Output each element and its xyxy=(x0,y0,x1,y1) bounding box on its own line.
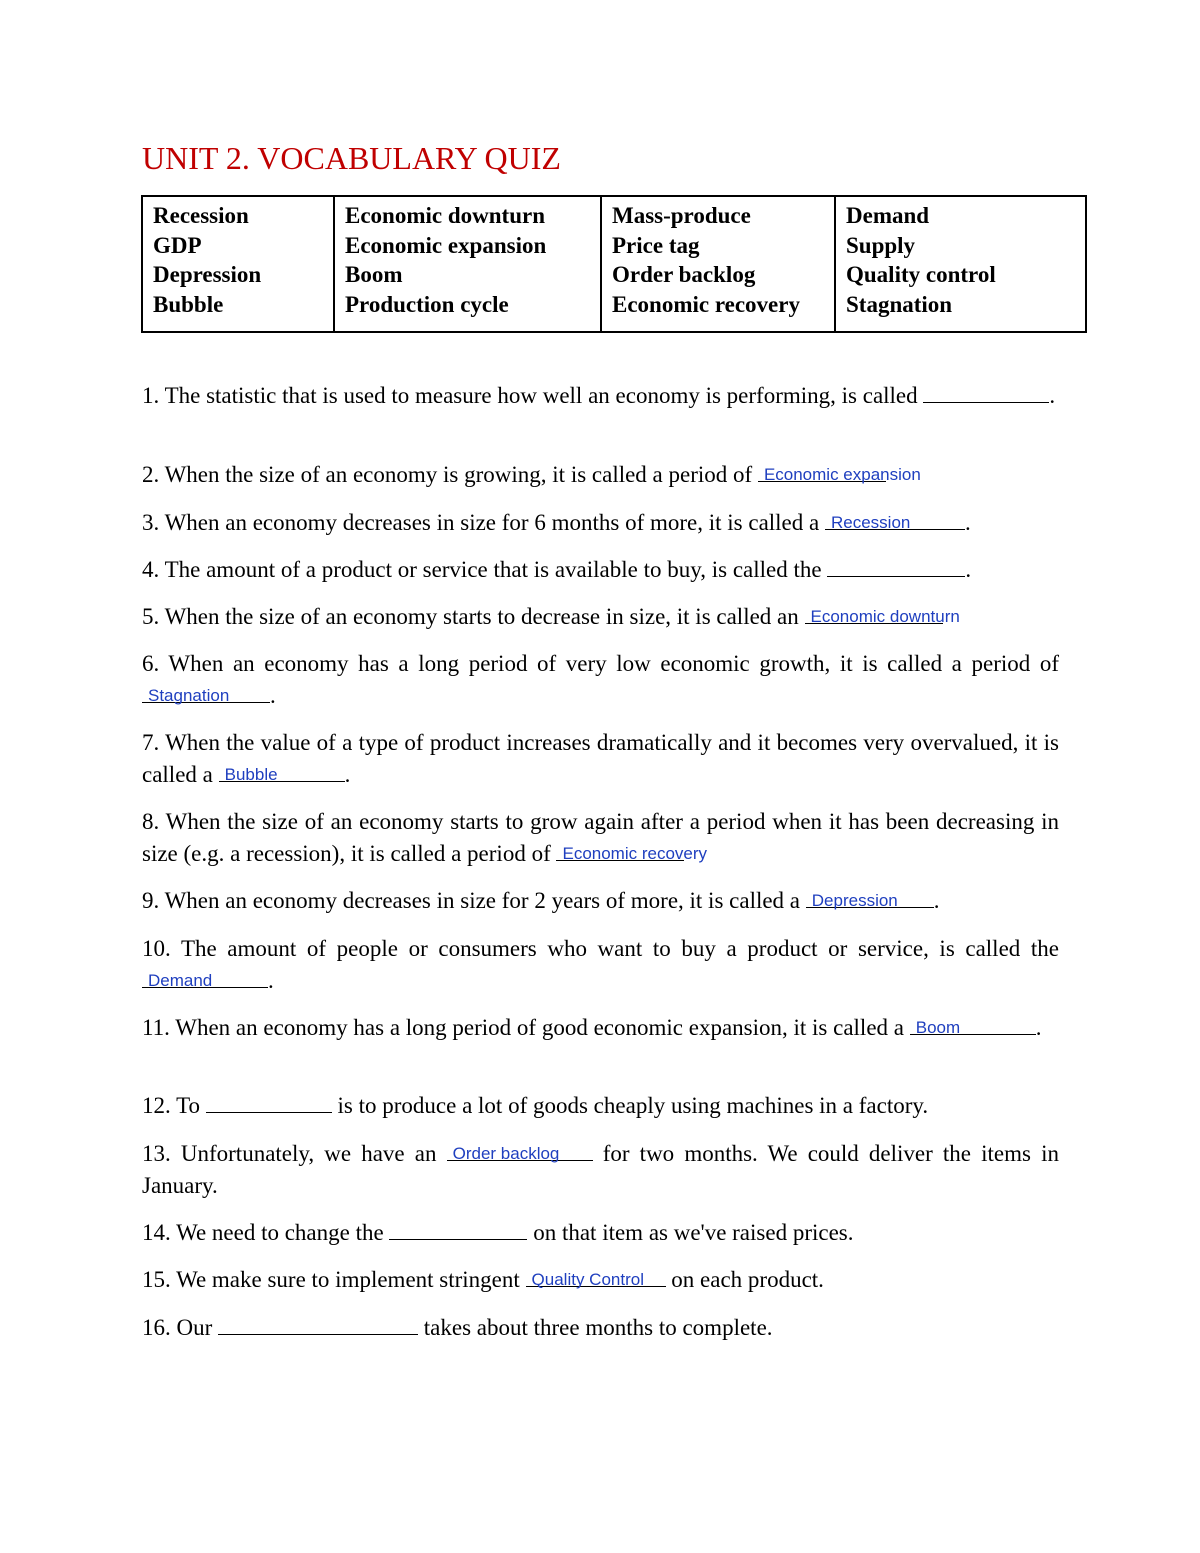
question-text-end: . xyxy=(1049,383,1056,408)
word-bank-term: GDP xyxy=(153,232,202,258)
question-text: 4. The amount of a product or service that is available to buy, is called the xyxy=(142,557,828,582)
answer-text: Demand xyxy=(148,971,213,990)
word-bank-term: Production cycle xyxy=(345,291,509,317)
word-bank-term: Bubble xyxy=(153,291,224,317)
question-text-end: . xyxy=(344,762,351,787)
answer-text: Recession xyxy=(830,513,911,532)
question-text: 9. When an economy decreases in size for 2 years of more, it is called a xyxy=(142,888,806,913)
answer-text: Stagnation xyxy=(148,686,230,705)
question-text-end: . xyxy=(270,683,276,708)
question-14 xyxy=(142,1217,1059,1249)
page-title: UNIT 2. VOCABULARY QUIZ xyxy=(142,140,561,176)
answer-text: Economic downturn xyxy=(810,607,960,626)
answer-blank[interactable] xyxy=(526,1264,666,1287)
question-7 xyxy=(142,727,1059,791)
word-bank-term: Order backlog xyxy=(612,262,756,287)
word-bank-column xyxy=(334,196,601,332)
question-16 xyxy=(142,1312,1059,1344)
answer-text: Boom xyxy=(915,1018,961,1037)
question-6 xyxy=(142,648,1059,712)
question-text-end: is to produce a lot of goods cheaply using machines in a factory. xyxy=(331,1093,929,1118)
answer-blank[interactable] xyxy=(218,1312,418,1335)
word-bank-term: Mass-produce xyxy=(612,203,751,228)
question-8 xyxy=(142,806,1059,870)
answer-text: Economic recovery xyxy=(562,844,708,863)
question-text: 8. When the size of an economy starts to grow again after a period when it has been decreasing in size (e.g. a recession), it is called a period of xyxy=(142,809,1059,866)
question-text-end: . xyxy=(268,968,274,993)
answer-text: Economic expansion xyxy=(763,465,921,484)
question-text: 7. When the value of a type of product increases dramatically and it becomes very overvalued, it is called a xyxy=(142,730,1059,787)
word-bank-term: Price tag xyxy=(612,232,700,258)
answer-blank[interactable] xyxy=(827,554,965,577)
question-4 xyxy=(142,554,1059,586)
word-bank-table xyxy=(141,195,1087,333)
answer-blank[interactable] xyxy=(556,838,708,863)
word-bank-term: Demand xyxy=(846,203,930,228)
word-bank-term: Economic recovery xyxy=(612,291,800,317)
question-text-end: on that item as we've raised prices. xyxy=(527,1220,854,1245)
question-9 xyxy=(142,885,1059,917)
answer-text: Order backlog xyxy=(452,1144,560,1163)
answer-blank[interactable] xyxy=(389,1217,527,1240)
question-text: 15. We make sure to implement stringent xyxy=(142,1267,526,1292)
word-bank-term: Recession xyxy=(153,203,249,228)
question-text-end: for two months. We could deliver the items in January. xyxy=(142,1141,1059,1198)
answer-blank[interactable] xyxy=(805,601,960,626)
answer-blank[interactable] xyxy=(758,459,921,484)
answer-text: Depression xyxy=(811,891,898,910)
answer-blank[interactable] xyxy=(219,759,345,782)
question-text: 5. When the size of an economy starts to decrease in size, it is called an xyxy=(142,604,805,629)
answer-blank[interactable] xyxy=(910,1012,1036,1035)
question-15 xyxy=(142,1264,1059,1296)
word-bank-term: Quality control xyxy=(846,262,996,287)
word-bank-term: Stagnation xyxy=(846,291,953,317)
answer-blank[interactable] xyxy=(923,380,1049,403)
question-text-end: takes about three months to complete. xyxy=(418,1315,773,1340)
question-text: 16. Our xyxy=(142,1315,219,1340)
question-2 xyxy=(142,459,1059,491)
question-13 xyxy=(142,1138,1059,1202)
question-text: 10. The amount of people or consumers who want to buy a product or service, is called the xyxy=(142,936,1059,961)
word-bank-column xyxy=(601,196,835,332)
question-5 xyxy=(142,601,1059,633)
answer-blank[interactable] xyxy=(142,965,268,988)
question-text-end: . xyxy=(965,557,972,582)
question-11 xyxy=(142,1012,1059,1044)
question-12 xyxy=(142,1090,1059,1122)
question-10 xyxy=(142,933,1059,997)
question-text: 13. Unfortunately, we have an xyxy=(142,1141,447,1166)
answer-text: Quality Control xyxy=(531,1270,644,1289)
question-3 xyxy=(142,507,1059,539)
word-bank-term: Economic expansion xyxy=(345,232,547,258)
word-bank-term: Depression xyxy=(153,262,262,287)
word-bank-column xyxy=(835,196,1086,332)
question-text: 6. When an economy has a long period of very low economic growth, it is called a period of xyxy=(142,651,1059,676)
answer-blank[interactable] xyxy=(825,507,965,530)
answer-blank[interactable] xyxy=(806,885,934,908)
question-text-end: . xyxy=(933,888,940,913)
word-bank-column xyxy=(142,196,334,332)
word-bank-term: Supply xyxy=(846,232,916,258)
question-text-end: on each product. xyxy=(665,1267,824,1292)
word-bank-term: Economic downturn xyxy=(345,203,545,228)
question-text: 12. To xyxy=(142,1093,206,1118)
answer-blank[interactable] xyxy=(447,1138,593,1161)
question-text: 2. When the size of an economy is growing, it is called a period of xyxy=(142,462,758,487)
answer-text: Bubble xyxy=(224,765,278,784)
question-text: 14. We need to change the xyxy=(142,1220,390,1245)
word-bank-term: Boom xyxy=(345,262,403,287)
question-text-end: . xyxy=(964,510,971,535)
question-text: 1. The statistic that is used to measure how well an economy is performing, is called xyxy=(142,383,924,408)
question-text: 3. When an economy decreases in size for 6 months of more, it is called a xyxy=(142,510,825,535)
answer-blank[interactable] xyxy=(142,680,270,703)
answer-blank[interactable] xyxy=(206,1090,332,1113)
question-text-end: . xyxy=(1035,1015,1042,1040)
question-1 xyxy=(142,380,1059,412)
question-text: 11. When an economy has a long period of good economic expansion, it is called a xyxy=(142,1015,910,1040)
